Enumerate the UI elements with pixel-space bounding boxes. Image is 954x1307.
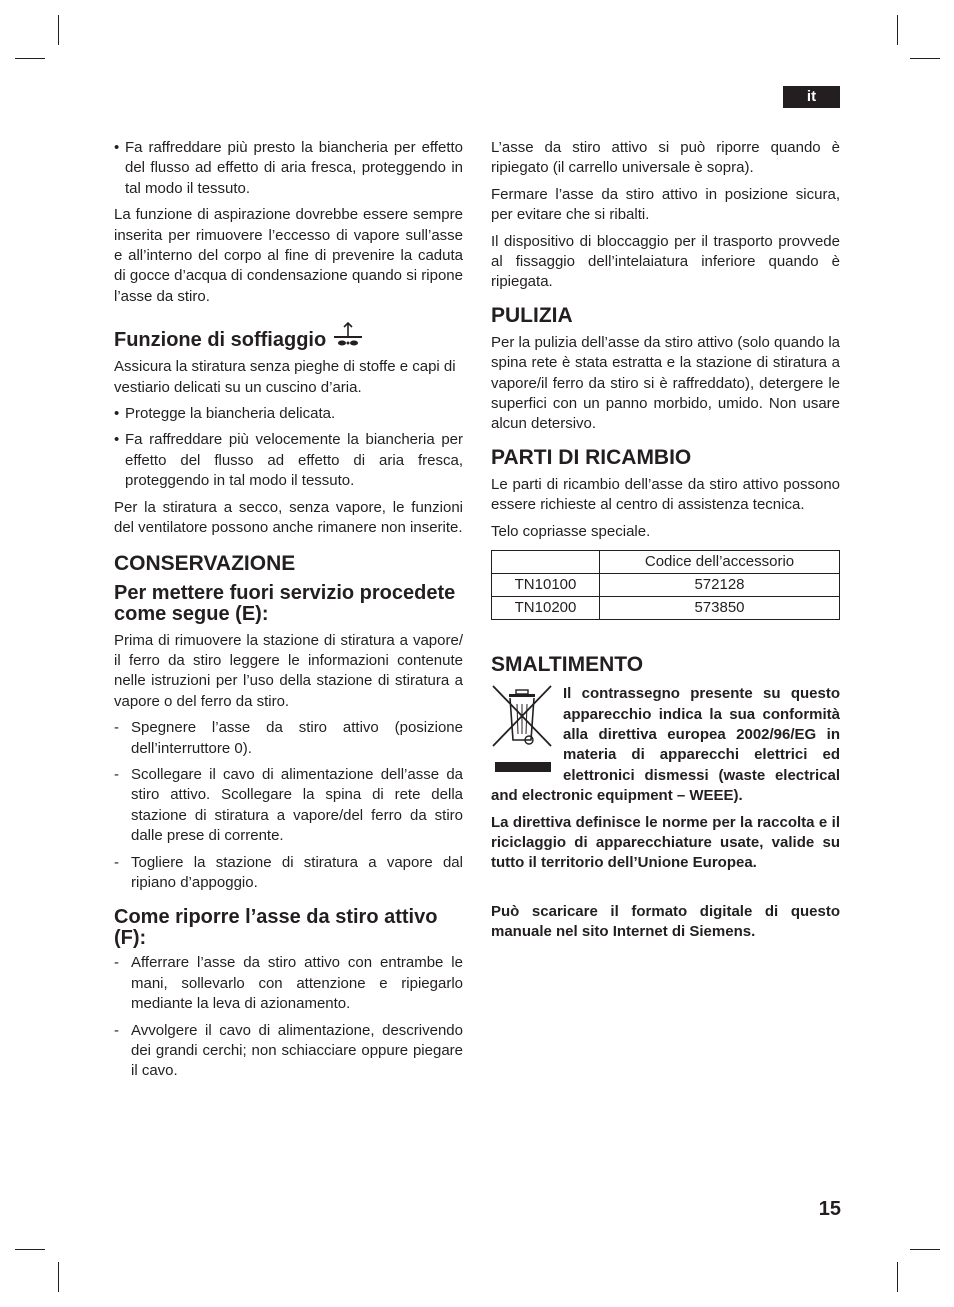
download-paragraph: Può scaricare il formato digitale di questo manuale nel sito Internet di Siemens. [491,902,840,941]
list-item [114,138,463,199]
bullet-mark: • [114,139,120,156]
spare-parts-table [491,550,840,620]
soffiaggio-paragraph: Assicura la stiratura senza pieghe di stoffe e capi di vestiario delicati su un cuscino d’aria. [114,358,456,396]
dash-mark: - [114,719,119,737]
list-item [114,430,463,491]
bullet-text: Protegge la biancheria delicata. [125,405,336,423]
crop-mark [910,58,940,59]
left-column [114,138,463,1088]
crop-mark [15,58,45,59]
bullet-text: Fa raffreddare più presto la biancheria per effetto del flusso ad effetto di aria fresca, proteggendo in tal modo il tessuto. [125,139,463,197]
step-text: Spegnere l’asse da stiro attivo (posizione dell’interruttore 0). [131,719,463,757]
crop-mark [910,1249,940,1250]
table-cell: TN10200 [492,597,600,620]
crop-mark [58,15,59,45]
table-header-cell [492,551,600,574]
table-header-cell: Codice dell’accessorio [600,551,840,574]
list-item [114,404,463,424]
secco-paragraph: Per la stiratura a secco, senza vapore, le funzioni del ventilatore possono anche rimanere non inserite. [114,498,463,537]
table-cell: 572128 [600,574,840,597]
bullet-mark: • [114,405,120,423]
fuori-servizio-paragraph: Prima di rimuovere la stazione di stiratura a vapore/ il ferro da stiro leggere le informazioni contenute nelle istruzioni per l’uso della stazione di stiratura a vapore o del ferro da stiro. [114,631,463,710]
table-header-row [492,551,840,574]
list-item [114,853,463,894]
step-text: Scollegare il cavo di alimentazione dell’asse da stiro attivo. Scollegare la spina di rete della stazione di stiratura a vapore/del ferro da stiro dalle prese di corrente. [131,765,463,845]
crop-mark [897,15,898,45]
pulizia-paragraph: Per la pulizia dell’asse da stiro attivo (solo quando la spina rete è stata estratta e la stazione di stiratura a vapore/il ferro da stiro si è raffreddato), detergere le superfici con un panno morbido, umido. Non usare alcun detersivo. [491,333,840,433]
fuori-servizio-heading: Per mettere fuori servizio procedete come segue (E): [114,581,456,625]
page-number: 15 [818,1198,841,1220]
weee-paragraph: Il contrassegno presente su questo apparecchio indica la sua conformità alla direttiva europea 2002/96/EG in materia di apparecchi elettrici ed elettronici dismessi (waste electrical and electronic equipment – WEEE). [491,685,840,805]
soffiaggio-heading [114,321,463,351]
step-text: Avvolgere il cavo di alimentazione, descrivendo dei grandi cerchi; non schiacciare oppure piegare il cavo. [131,1021,463,1080]
table-cell: TN10100 [492,574,600,597]
step-text: Afferrare l’asse da stiro attivo con entrambe le mani, sollevarlo con attenzione e ripiegarlo mediante la leva di azionamento. [131,954,463,1013]
bullet-text: Fa raffreddare più velocemente la biancheria per effetto del flusso ad effetto di aria fresca, proteggendo in tal modo il tessuto. [125,431,463,490]
ricambio-heading: PARTI DI RICAMBIO [491,445,692,469]
crop-mark [897,1262,898,1292]
riporre-paragraph: L’asse da stiro attivo si può riporre quando è ripiegato (il carrello universale è sopra). [491,139,840,177]
telo-paragraph: Telo copriasse speciale. [491,522,651,540]
ricambio-paragraph: Le parti di ricambio dell’asse da stiro attivo possono essere richieste al centro di assistenza tecnica. [491,475,840,514]
blow-function-icon [332,321,364,349]
step-text: Togliere la stazione di stiratura a vapore dal ripiano d’appoggio. [131,853,463,891]
riporre-paragraph: Il dispositivo di bloccaggio per il trasporto provvede al fissaggio dell’intelaiatura inferiore quando è ripiegata. [491,232,840,291]
crop-mark [15,1249,45,1250]
smaltimento-heading: SMALTIMENTO [491,653,644,677]
list-item [114,718,463,759]
crop-mark [58,1262,59,1292]
list-item [114,1021,463,1082]
aspirazione-paragraph: La funzione di aspirazione dovrebbe essere sempre inserita per rimuovere l’eccesso di vapore sull’asse e all’interno del corpo al fine di prevenire la caduta di gocce d’acqua di condensazione quando si ripone l’asse da stiro. [114,206,463,305]
language-badge: it [783,86,840,108]
right-column [491,138,840,949]
dash-mark: - [114,954,119,972]
dash-mark: - [114,1021,119,1039]
table-row [492,597,840,620]
riporre-paragraph: Fermare l’asse da stiro attivo in posizione sicura, per evitare che si ribalti. [491,185,840,224]
crossed-bin-icon [491,684,553,772]
dash-mark: - [114,765,119,783]
dash-mark: - [114,853,119,871]
soffiaggio-heading-text: Funzione di soffiaggio [114,329,327,352]
pulizia-heading: PULIZIA [491,303,573,327]
table-row [492,574,840,597]
riporre-heading: Come riporre l’asse da stiro attivo (F): [114,906,438,950]
bullet-mark: • [114,431,120,449]
list-item [114,953,463,1014]
list-item [114,765,463,847]
direttiva-paragraph: La direttiva definisce le norme per la raccolta e il riciclaggio di apparecchiature usate, valide su tutto il territorio dell’Unione Europea. [491,813,840,872]
weee-block [491,684,840,806]
conservazione-heading: CONSERVAZIONE [114,551,296,575]
table-cell: 573850 [600,597,840,620]
